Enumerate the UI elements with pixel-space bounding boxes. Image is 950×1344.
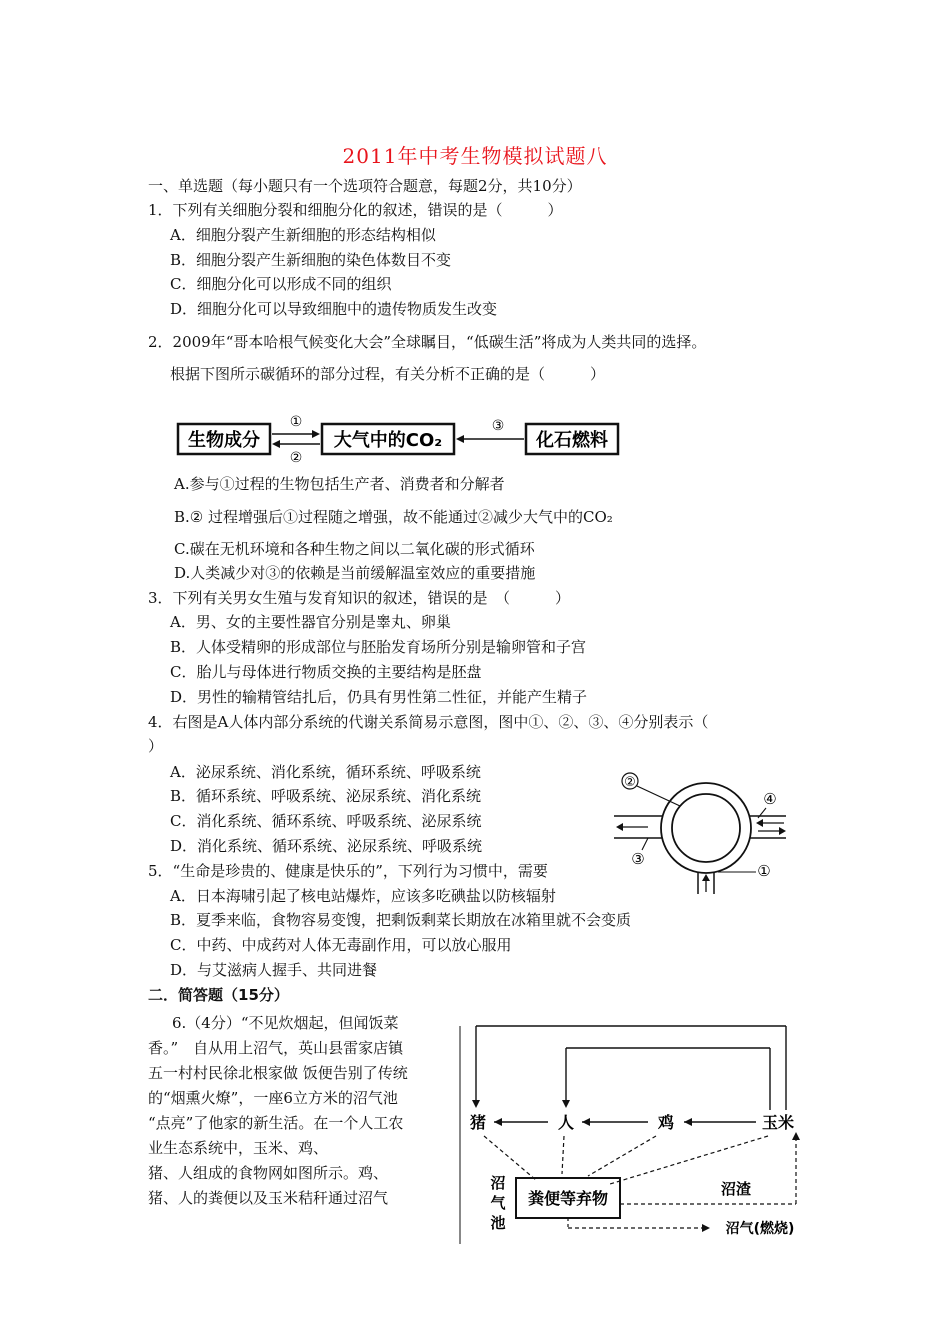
q3-option-c: C．胎儿与母体进行物质交换的主要结构是胚盘: [170, 663, 482, 681]
q6-line-4: 的“烟熏火燎”，一座6立方米的沼气池: [148, 1089, 398, 1107]
box3-label: 化石燃料: [536, 430, 608, 451]
label-1: ①: [757, 862, 771, 880]
waste-label: 粪便等弃物: [527, 1189, 609, 1208]
residue-label: 沼渣: [720, 1180, 752, 1198]
q3-stem: 3．下列有关男女生殖与发育知识的叙述，错误的是 （ ）: [148, 589, 571, 607]
arrow-1-label: ①: [289, 414, 303, 430]
q2-stem: 2．2009年“哥本哈根气候变化大会”全球瞩目，“低碳生活”将成为人类共同的选择。: [148, 333, 707, 351]
q1-option-a: A．细胞分裂产生新细胞的形态结构相似: [170, 226, 436, 244]
arrow-biogas: [702, 1224, 710, 1232]
q4-option-a: A．泌尿系统、消化系统，循环系统、呼吸系统: [170, 763, 481, 781]
q2-option-a: A.参与①过程的生物包括生产者、消费者和分解者: [174, 475, 505, 493]
q5-stem: 5．“生命是珍贵的、健康是快乐的”，下列行为习惯中，需要: [148, 862, 548, 880]
page-title: 2011年中考生物模拟试题八: [342, 144, 608, 168]
node-pig: 猪: [469, 1113, 487, 1132]
box2-label: 大气中的CO₂: [333, 430, 443, 451]
arrow-residue-to-corn: [792, 1132, 800, 1140]
section1-heading: 一、单选题（每小题只有一个选项符合题意，每题2分，共10分）: [148, 177, 582, 195]
q6-line-3: 五一村村民徐北根家做 饭便告别了传统: [148, 1064, 408, 1082]
q6-line-2: 香。” 自从用上沼气，英山县雷家店镇: [148, 1039, 404, 1057]
q1-option-b: B．细胞分裂产生新细胞的染色体数目不变: [170, 251, 452, 269]
right-arrow-out-head: [779, 827, 786, 835]
pool-label-2: 气: [490, 1194, 506, 1212]
label-2: ②: [624, 775, 636, 790]
label-4: ④: [763, 790, 777, 808]
carbon-cycle-diagram: [170, 408, 630, 466]
q3-option-b: B．人体受精卵的形成部位与胚胎发育场所分别是输卵管和子宫: [170, 638, 587, 656]
food-web-diagram: [458, 1018, 818, 1246]
q4-stem: 4．右图是A人体内部分系统的代谢关系简易示意图，图中①、②、③、④分别表示（: [148, 713, 709, 731]
q5-option-a: A．日本海啸引起了核电站爆炸，应该多吃碘盐以防核辐射: [170, 887, 556, 905]
node-corn: 玉米: [761, 1113, 795, 1132]
metabolism-diagram: [608, 766, 794, 898]
arrow-to-human: [562, 1100, 570, 1108]
box1-label: 生物成分: [188, 430, 260, 451]
q6-line-8: 猪、人的粪便以及玉米秸秆通过沼气: [148, 1189, 389, 1207]
node-chicken: 鸡: [657, 1113, 675, 1132]
pool-label-1: 沼: [490, 1174, 506, 1192]
node-human: 人: [557, 1113, 575, 1132]
q4-option-d: D．消化系统、循环系统、泌尿系统、呼吸系统: [170, 837, 483, 855]
label-3: ③: [631, 850, 645, 868]
q4-option-c: C．消化系统、循环系统、呼吸系统、泌尿系统: [170, 812, 482, 830]
arrow-to-pig: [472, 1100, 480, 1108]
q1-option-d: D．细胞分化可以导致细胞中的遗传物质发生改变: [170, 300, 498, 318]
section2-heading: 二．简答题（15分）: [148, 986, 289, 1004]
arrow-3-head: [456, 435, 464, 443]
q5-option-c: C．中药、中成药对人体无毒副作用，可以放心服用: [170, 936, 512, 954]
q3-option-d: D．男性的输精管结扎后，仍具有男性第二性征，并能产生精子: [170, 688, 588, 706]
q6-line-7: 猪、人组成的食物网如图所示。鸡、: [148, 1164, 389, 1182]
inner-ring: [672, 794, 740, 862]
arrow-2-label: ②: [289, 450, 303, 466]
right-arrow-in-head: [756, 819, 763, 827]
q2-stem2: 根据下图所示碳循环的部分过程，有关分析不正确的是（ ）: [170, 365, 606, 383]
arrow-1-head: [312, 430, 320, 438]
bottom-arrow-head: [702, 874, 710, 881]
pool-label-3: 池: [490, 1214, 506, 1232]
arrow-2-head: [272, 440, 280, 448]
biogas-label: 沼气(燃烧): [725, 1221, 795, 1237]
q2-option-c: C.碳在无机环境和各种生物之间以二氧化碳的形式循环: [174, 540, 535, 558]
arrow-3-label: ③: [491, 418, 505, 434]
outer-ring: [661, 783, 751, 873]
left-arrow-head: [616, 823, 623, 831]
q5-option-d: D．与艾滋病人握手、共同进餐: [170, 961, 378, 979]
q1-option-c: C．细胞分化可以形成不同的组织: [170, 275, 392, 293]
q4-option-b: B．循环系统、呼吸系统、泌尿系统、消化系统: [170, 787, 482, 805]
q6-line-5: “点亮”了他家的新生活。在一个人工农: [148, 1114, 404, 1132]
q6-line-6: 业生态系统中，玉米、鸡、: [148, 1139, 329, 1157]
q4-stem2: ）: [148, 737, 164, 755]
q3-option-a: A．男、女的主要性器官分别是睾丸、卵巢: [170, 613, 451, 631]
q5-option-b: B．夏季来临，食物容易变馊，把剩饭剩菜长期放在冰箱里就不会变质: [170, 911, 632, 929]
q2-option-d: D.人类减少对③的依赖是当前缓解温室效应的重要措施: [174, 564, 536, 582]
q6-line-1: 6.（4分）“不见炊烟起，但闻饭菜: [172, 1014, 399, 1032]
q1-stem: 1．下列有关细胞分裂和细胞分化的叙述，错误的是（ ）: [148, 201, 563, 219]
q2-option-b: B.② 过程增强后①过程随之增强，故不能通过②减少大气中的CO₂: [174, 508, 613, 526]
